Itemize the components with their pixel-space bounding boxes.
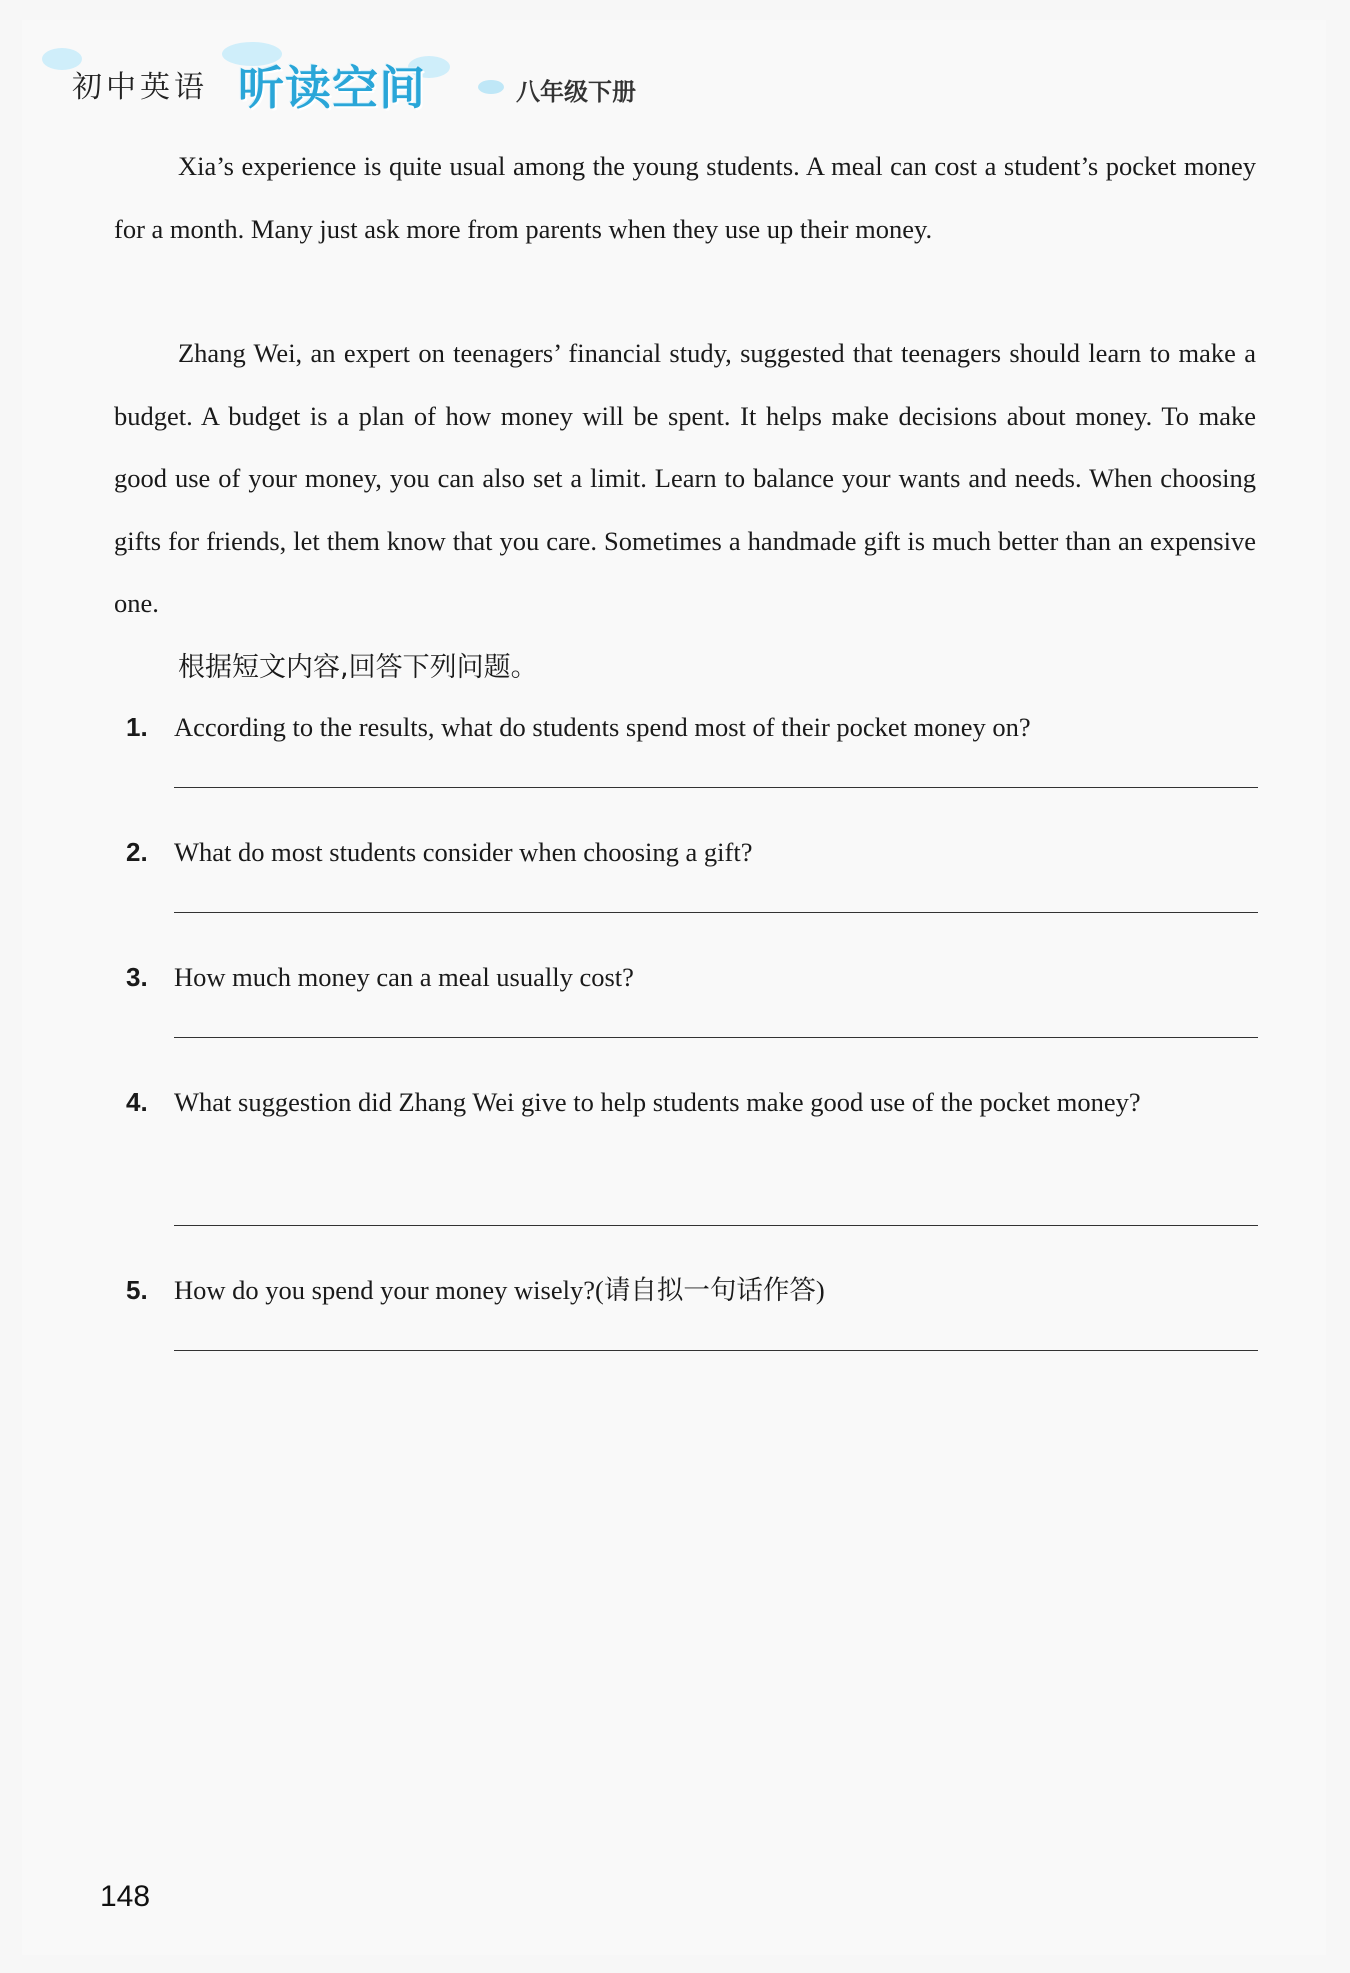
question-number: 3. — [126, 962, 148, 992]
cloud-bullet-icon — [478, 80, 504, 94]
exercise-instruction: 根据短文内容,回答下列问题。 — [178, 652, 538, 683]
question-number: 5. — [126, 1275, 148, 1305]
question-number: 1. — [126, 712, 148, 742]
question-2 — [126, 821, 1260, 883]
question-text: How do you spend your money wisely?(请自拟一句话作答) — [174, 1275, 825, 1305]
textbook-page — [22, 20, 1326, 1955]
page-number: 148 — [100, 1880, 151, 1913]
question-4 — [126, 1071, 1260, 1133]
answer-line-4[interactable] — [174, 1225, 1258, 1226]
question-text: How much money can a meal usually cost? — [174, 962, 634, 992]
brand-logo-text: 听读空间 — [238, 61, 426, 115]
question-3 — [126, 946, 1260, 1008]
answer-line-2[interactable] — [174, 912, 1258, 913]
passage-paragraph-1: Xia’s experience is quite usual among the young students. A meal can cost a student’s pocket money for a month. Many just ask more from parents when they use up their money. — [114, 151, 1256, 244]
question-text: What suggestion did Zhang Wei give to help students make good use of the pocket money? — [174, 1087, 1141, 1117]
answer-line-1[interactable] — [174, 787, 1258, 788]
question-1 — [126, 696, 1260, 758]
question-number: 4. — [126, 1087, 148, 1117]
grade-label: 八年级下册 — [516, 78, 636, 106]
series-title: 初中英语 — [72, 70, 208, 105]
passage-paragraph-2: Zhang Wei, an expert on teenagers’ financial study, suggested that teenagers should learn to make a budget. A budget is a plan of how money will be spent. It helps make decisions about money. To make good use of your money, you can also set a limit. Learn to balance your wants and needs. When choosing gifts for friends, let them know that you care. Sometimes a handmade gift is much better than an expensive one. — [114, 338, 1256, 618]
page-header — [42, 42, 942, 122]
question-5 — [126, 1259, 1260, 1321]
answer-line-3[interactable] — [174, 1037, 1258, 1038]
question-text: What do most students consider when choosing a gift? — [174, 837, 753, 867]
question-number: 2. — [126, 837, 148, 867]
question-text: According to the results, what do students spend most of their pocket money on? — [174, 712, 1031, 742]
answer-line-5[interactable] — [174, 1350, 1258, 1351]
